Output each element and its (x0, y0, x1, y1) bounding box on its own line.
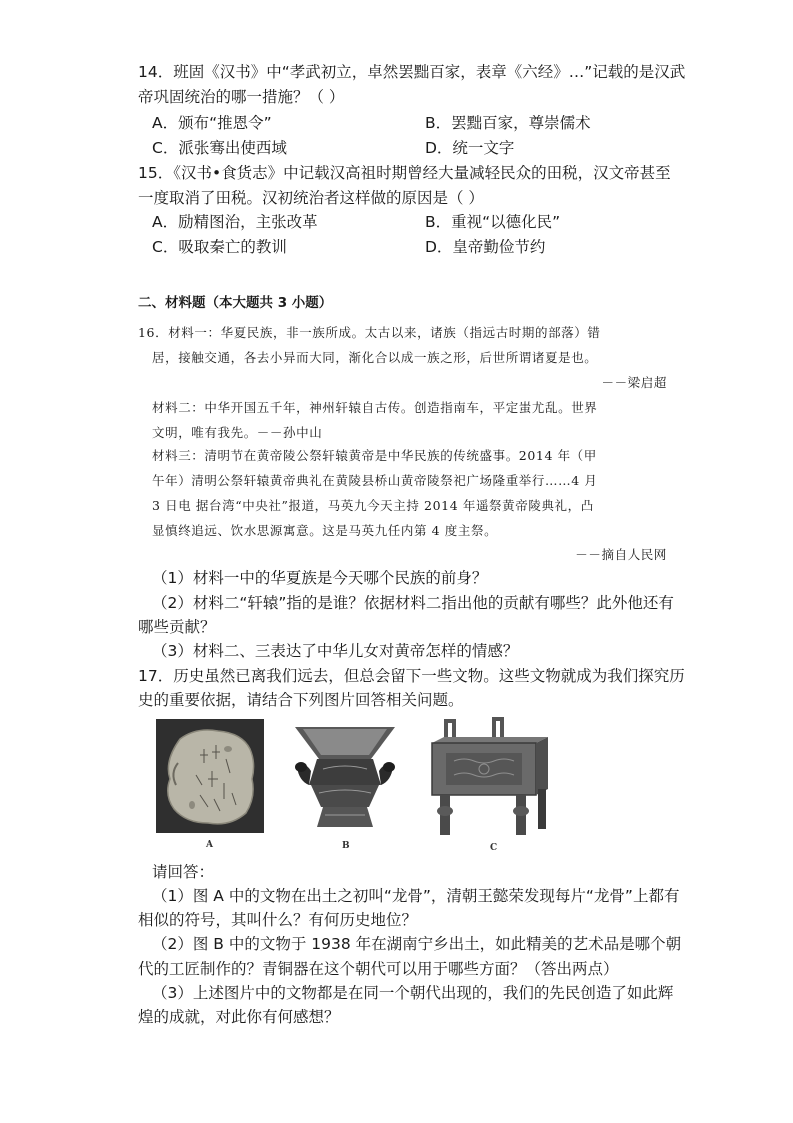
q16-material1-source: －－梁启超 (601, 375, 667, 390)
figure-label-b: B (342, 841, 350, 851)
q16-subquestion-2-line2: 哪些贡献？ (138, 618, 216, 636)
q17-stem-line2: 史的重要依据，请结合下列图片回答相关问题。 (138, 691, 464, 709)
q16-material2-line2: 文明，唯有我先。－－孙中山 (152, 425, 323, 440)
q17-subquestion-2-line2: 代的工匠制作的？青铜器在这个朝代可以用于哪些方面？（答出两点） (138, 960, 619, 978)
figure-label-c: C (490, 843, 498, 853)
q14-option-d: D．统一文字 (425, 139, 515, 157)
q17-subquestion-1-line1: （1）图 A 中的文物在出土之初叫“龙骨”，清朝王懿荣发现每片“龙骨”上都有 (152, 887, 680, 905)
figure-label-a: A (206, 840, 213, 850)
q15-option-d: D．皇帝勤俭节约 (425, 238, 546, 256)
q16-subquestion-1: （1）材料一中的华夏族是今天哪个民族的前身？ (152, 569, 488, 587)
q16-material1-line2: 居，接触交通，各去小异而大同，渐化合以成一族之形，后世所谓诸夏是也。 (152, 350, 598, 365)
q14-option-a: A．颁布“推恩令” (152, 114, 272, 132)
q17-subquestion-2-line1: （2）图 B 中的文物于 1938 年在湖南宁乡出土，如此精美的艺术品是哪个朝 (152, 935, 682, 953)
q16-material3-source: －－摘自人民网 (575, 547, 667, 562)
q16-material3-line4: 显慎终追远、饮水思源寓意。这是马英九任内第 4 度主祭。 (152, 523, 498, 538)
oracle-bone-image (156, 719, 264, 833)
q17-prompt: 请回答： (152, 863, 215, 881)
q16-material3-line2: 午年）清明公祭轩辕黄帝典礼在黄陵县桥山黄帝陵祭祀广场隆重举行……4 月 (152, 473, 598, 488)
q14-option-c: C．派张骞出使西域 (152, 139, 287, 157)
q16-subquestion-2-line1: （2）材料二“轩辕”指的是谁？依据材料二指出他的贡献有哪些？此外他还有 (152, 594, 674, 612)
q15-stem-line2: 一度取消了田税。汉初统治者这样做的原因是（ ） (138, 189, 484, 207)
q16-material2-line1: 材料二：中华开国五千年，神州轩辕自古传。创造指南车，平定蚩尤乱。世界 (152, 400, 598, 415)
q14-option-b: B．罢黜百家，尊崇儒术 (425, 114, 591, 132)
q14-stem-line1: 14．班固《汉书》中“孝武初立，卓然罢黜百家，表章《六经》…”记载的是汉武 (138, 63, 686, 81)
q17-subquestion-3-line1: （3）上述图片中的文物都是在同一个朝代出现的，我们的先民创造了如此辉 (152, 984, 674, 1002)
q15-option-a: A．励精图治，主张改革 (152, 213, 318, 231)
q15-option-c: C．吸取秦亡的教训 (152, 238, 287, 256)
q15-option-b: B．重视“以德化民” (425, 213, 561, 231)
bronze-ding-cauldron-image (424, 713, 558, 841)
bronze-zun-vessel-image (289, 723, 401, 835)
section-heading-materials: 二、材料题（本大题共 3 小题） (138, 295, 333, 311)
q16-material3-line1: 材料三：清明节在黄帝陵公祭轩辕黄帝是中华民族的传统盛事。2014 年（甲 (152, 448, 597, 463)
q17-subquestion-1-line2: 相似的符号，其叫什么？有何历史地位？ (138, 911, 418, 929)
q14-stem-line2: 帝巩固统治的哪一措施？（ ） (138, 88, 345, 106)
q17-subquestion-3-line2: 煌的成就，对此你有何感想？ (138, 1008, 340, 1026)
q16-material1-line1: 16．材料一：华夏民族，非一族所成。太古以来，诸族（指远古时期的部落）错 (138, 325, 601, 340)
q16-subquestion-3: （3）材料二、三表达了中华儿女对黄帝怎样的情感？ (152, 642, 519, 660)
q15-stem-line1: 15．《汉书•食货志》中记载汉高祖时期曾经大量减轻民众的田税，汉文帝甚至 (138, 164, 671, 182)
q16-material3-line3: 3 日电 据台湾“中央社”报道，马英九今天主持 2014 年遥祭黄帝陵典礼，凸 (152, 498, 594, 513)
q17-stem-line1: 17．历史虽然已离我们远去，但总会留下一些文物。这些文物就成为我们探究历 (138, 667, 685, 685)
